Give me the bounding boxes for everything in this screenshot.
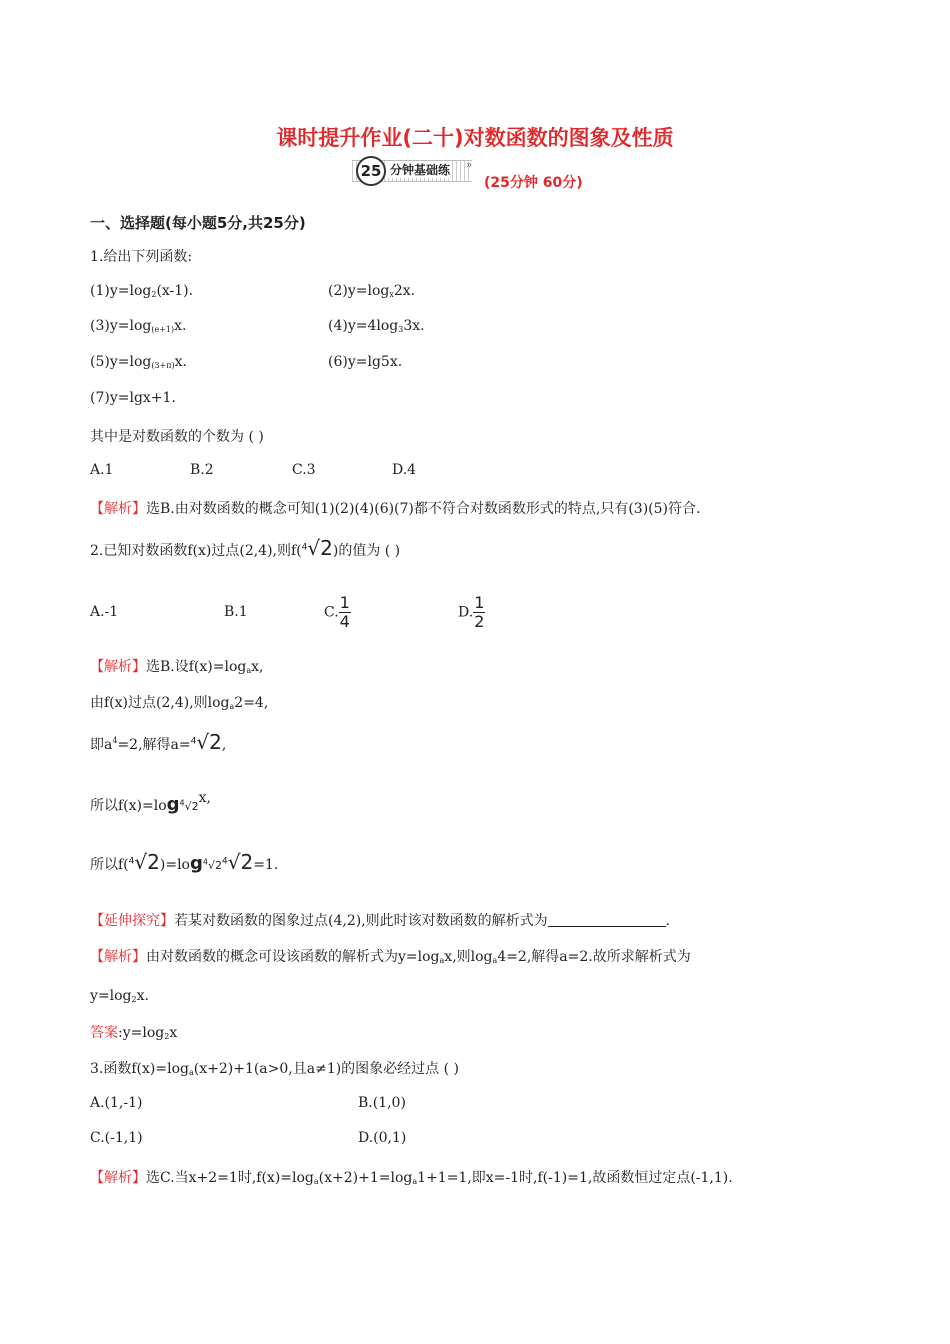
- q1-item-5-sub: (3+π): [151, 361, 175, 370]
- radical-icon: √: [207, 859, 215, 872]
- q2-option-d-prefix: D.: [458, 604, 474, 621]
- q1-item-4: [328, 318, 425, 334]
- radical-icon: √: [196, 730, 210, 754]
- analysis-label: 【解析】: [90, 1170, 146, 1186]
- q1-item-2-tail: 2x.: [393, 283, 416, 299]
- q1-item-3: [90, 318, 186, 334]
- q1-option-b: B.2: [190, 462, 214, 478]
- q3-stem-b: (x+2)+1(a>0,且a≠1)的图象必经过点 ( ): [193, 1061, 460, 1077]
- extension-text: 若某对数函数的图象过点(4,2),则此时该对数函数的解析式为: [174, 913, 548, 929]
- q1-item-1: [90, 283, 193, 299]
- q1-option-a: A.1: [90, 462, 114, 478]
- q1-item-2: [328, 283, 415, 299]
- q3-option-a: A.(1,-1): [90, 1095, 143, 1111]
- q2-option-d-num: 1: [474, 593, 485, 612]
- q2-l5-a: 所以f(: [90, 857, 129, 873]
- radical-icon: √: [227, 850, 241, 874]
- badge-arrow-icon: »: [466, 160, 473, 171]
- q2-l5-root2: [221, 850, 254, 874]
- q3-option-c: C.(-1,1): [90, 1130, 143, 1146]
- q2-l4-base: [180, 800, 199, 813]
- q2-analysis-line1: [90, 656, 263, 676]
- q2-option-d-den: 2: [474, 612, 485, 631]
- q1-item-5-text: (5)y=log: [90, 354, 152, 370]
- q2-l5-base-index: 4: [202, 857, 208, 867]
- time-info: (25分钟 60分): [484, 175, 583, 191]
- page-title: 课时提升作业(二十)对数函数的图象及性质: [276, 126, 674, 150]
- q3-an-b: (x+2)+1=log: [318, 1170, 413, 1186]
- badge-label: 分钟基础练: [390, 163, 451, 177]
- q1-item-2-text: (2)y=log: [328, 283, 390, 299]
- q1-item-4-sub: 3: [398, 325, 404, 334]
- q2-analysis-line4: [90, 790, 211, 815]
- extension-question: [90, 910, 670, 930]
- q1-item-2-sub: x: [389, 290, 394, 299]
- q3-an-sub2: a: [412, 1177, 418, 1186]
- q3-stem-a: 3.函数f(x)=log: [90, 1061, 189, 1077]
- q3-option-d: D.(0,1): [358, 1130, 407, 1146]
- q2-option-c-den: 4: [339, 612, 350, 631]
- q2-l3-root: [190, 730, 222, 754]
- q2-root: [301, 536, 333, 560]
- q1-item-3-tail: x.: [174, 318, 187, 334]
- analysis-label: 【解析】: [90, 949, 146, 965]
- q2-l1-b: x,: [251, 659, 264, 675]
- q2-stem-a: 2.已知对数函数f(x)过点(2,4),则f(: [90, 543, 302, 559]
- q1-item-5-tail: x.: [174, 354, 187, 370]
- ext-e: x.: [136, 988, 149, 1004]
- q2-l1-a: 选B.设f(x)=log: [146, 659, 247, 675]
- q2-analysis-line5: [90, 850, 278, 874]
- q2-l3-root-radicand: 2: [209, 730, 222, 754]
- q2-analysis-line3: [90, 730, 226, 754]
- q3-analysis: [90, 1167, 733, 1187]
- q1-item-1-text: (1)y=log: [90, 283, 152, 299]
- q3-an-a: 选C.当x+2=1时,f(x)=log: [146, 1170, 314, 1186]
- analysis-label: 【解析】: [90, 659, 146, 675]
- q2-l1-sub: a: [246, 666, 252, 675]
- q2-option-d-fraction: [473, 594, 485, 631]
- extension-label: 【延伸探究】: [90, 913, 174, 929]
- q2-l5-base-radicand: 2: [214, 859, 222, 872]
- extension-analysis-line1: [90, 946, 691, 966]
- q2-l5-root2-index: 4: [221, 856, 228, 867]
- section-heading: 一、选择题(每小题5分,共25分): [90, 214, 306, 232]
- q1-option-d: D.4: [392, 462, 417, 478]
- badge-number: 25: [356, 156, 386, 186]
- q3-stem-sub: a: [188, 1068, 194, 1077]
- q2-l4-b: x,: [198, 790, 211, 806]
- extension-answer: [90, 1022, 177, 1042]
- extension-end: .: [665, 913, 671, 929]
- answer-label: 答案: [90, 1025, 118, 1041]
- ext-b: x,则log: [444, 949, 493, 965]
- q2-l4-base-radicand: 2: [191, 800, 199, 813]
- q1-option-c: C.3: [292, 462, 316, 478]
- answer-blank: [548, 912, 666, 927]
- q2-option-a: A.-1: [90, 604, 119, 620]
- answer-sub: 2: [164, 1032, 170, 1041]
- ext-sub2: a: [492, 956, 498, 965]
- q2-option-d: [458, 594, 485, 631]
- q1-item-3-sub: (e+1): [151, 325, 175, 334]
- q2-l5-root-index: 4: [128, 856, 135, 867]
- ext-sub1: a: [439, 956, 445, 965]
- radical-icon: √: [184, 800, 192, 813]
- ext-sub3: 2: [131, 995, 137, 1004]
- analysis-label: 【解析】: [90, 501, 146, 517]
- q2-option-b: B.1: [224, 604, 248, 620]
- answer-b: x: [169, 1025, 178, 1041]
- q2-l2-b: 2=4,: [234, 695, 269, 711]
- q2-l2-sub: a: [229, 702, 235, 711]
- q2-l5-root2-radicand: 2: [240, 850, 254, 874]
- q2-l5-root: [128, 850, 160, 874]
- q2-l4-a: 所以f(x)=lo: [90, 798, 167, 814]
- q1-prompt: 其中是对数函数的个数为 ( ): [90, 429, 264, 445]
- time-badge: [352, 156, 480, 184]
- radical-icon: √: [134, 850, 148, 874]
- q2-l3-a: 即a: [90, 737, 113, 753]
- q2-l5-b: )=lo: [159, 857, 190, 873]
- q2-option-c-num: 1: [339, 593, 350, 612]
- q2-l3-sup: 4: [112, 736, 118, 745]
- q1-analysis-text: 选B.由对数函数的概念可知(1)(2)(4)(6)(7)都不符合对数函数形式的特点,只有(3)(5)符合.: [146, 501, 701, 517]
- q2-l5-g: g: [189, 853, 203, 874]
- q1-stem: 1.给出下列函数:: [90, 249, 193, 265]
- q2-l3-root-index: 4: [190, 736, 197, 747]
- q3-stem: [90, 1058, 459, 1078]
- q2-stem-b: )的值为 ( ): [332, 543, 401, 559]
- q2-root-index: 4: [301, 542, 308, 553]
- q1-item-1-sub: 2: [151, 290, 157, 299]
- ext-d: y=log: [90, 988, 132, 1004]
- ext-c: 4=2,解得a=2.故所求解析式为: [497, 949, 691, 965]
- q2-stem: [90, 536, 400, 560]
- q2-option-c: [324, 594, 351, 631]
- q3-an-sub1: a: [313, 1177, 319, 1186]
- q1-item-4-tail: 3x.: [403, 318, 425, 334]
- q2-l5-root-radicand: 2: [147, 850, 160, 874]
- q1-item-1-tail: (x-1).: [156, 283, 194, 299]
- q2-l5-base: [203, 859, 222, 872]
- q2-analysis-line2: [90, 692, 268, 712]
- q2-l4-g: g: [166, 794, 180, 815]
- q1-item-3-text: (3)y=log: [90, 318, 152, 334]
- q2-root-radicand: 2: [320, 536, 333, 560]
- q2-option-c-fraction: [339, 594, 351, 631]
- q1-item-7: (7)y=lgx+1.: [90, 390, 176, 406]
- extension-analysis-line2: [90, 988, 149, 1004]
- q2-l5-c: =1.: [253, 857, 279, 873]
- q1-item-5: [90, 354, 187, 370]
- q2-l3-b: =2,解得a=: [117, 737, 191, 753]
- q1-item-6: (6)y=lg5x.: [328, 354, 403, 370]
- q2-l2-a: 由f(x)过点(2,4),则log: [90, 695, 230, 711]
- q1-item-4-text: (4)y=4log: [328, 318, 399, 334]
- q2-l3-c: ,: [221, 737, 227, 753]
- ext-a: 由对数函数的概念可设该函数的解析式为y=log: [146, 949, 440, 965]
- answer-a: :y=log: [118, 1025, 165, 1041]
- q1-analysis: [90, 498, 700, 518]
- q2-option-c-prefix: C.: [324, 604, 339, 621]
- q3-an-c: 1+1=1,即x=-1时,f(-1)=1,故函数恒过定点(-1,1).: [417, 1170, 733, 1186]
- q3-option-b: B.(1,0): [358, 1095, 406, 1111]
- radical-icon: √: [307, 536, 321, 560]
- q2-l4-base-index: 4: [179, 798, 185, 808]
